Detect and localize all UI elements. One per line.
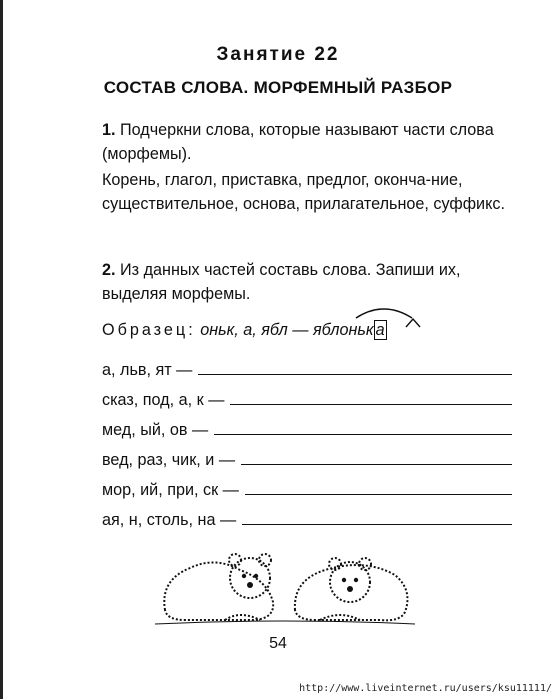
task1-instruction	[102, 118, 522, 166]
page-edge	[0, 0, 3, 699]
task2-number: 2.	[102, 261, 116, 279]
suffix-mark	[405, 318, 421, 328]
sample-parts: оньк, а, ябл —	[200, 321, 309, 339]
answer-row	[102, 476, 512, 500]
bear-cubs-illustration	[155, 540, 415, 630]
row-parts: мед, ый, ов —	[102, 421, 209, 439]
task1-word-list: Корень, глагол, приставка, предлог, оконча-ние, существительное, основа, прилагательное, суффикс.	[102, 171, 505, 213]
answer-line[interactable]	[214, 434, 512, 435]
page-title: СОСТАВ СЛОВА. МОРФЕМНЫЙ РАЗБОР	[103, 78, 453, 97]
task1-number: 1.	[102, 121, 116, 139]
page-number: 54	[269, 635, 287, 652]
row-parts: вед, раз, чик, и —	[102, 451, 236, 469]
answer-line[interactable]	[198, 374, 512, 375]
answer-row	[102, 386, 512, 410]
sample-line	[102, 321, 387, 340]
answer-row	[102, 356, 512, 380]
answer-line[interactable]	[241, 464, 512, 465]
task1-text: Подчеркни слова, которые называют части слова (морфемы).	[102, 121, 494, 163]
sample-ending: а	[375, 321, 385, 339]
lesson-heading: Занятие 22	[216, 44, 340, 65]
task2-text: Из данных частей составь слова. Запиши их, выделяя морфемы.	[102, 261, 461, 303]
row-parts: мор, ий, при, ск —	[102, 481, 239, 499]
answer-row	[102, 416, 512, 440]
sample-label: Образец:	[102, 321, 196, 339]
answer-row	[102, 446, 512, 470]
answer-line[interactable]	[242, 524, 512, 525]
row-parts: сказ, под, а, к —	[102, 391, 225, 409]
answer-line[interactable]	[245, 494, 512, 495]
row-parts: а, льв, ят —	[102, 361, 193, 379]
source-watermark: http://www.liveinternet.ru/users/ksu11111/	[299, 683, 552, 694]
row-parts: ая, н, столь, на —	[102, 511, 237, 529]
task2-instruction	[102, 258, 522, 306]
answer-line[interactable]	[230, 404, 512, 405]
answer-row	[102, 506, 512, 530]
sample-word-stem: яблоньк	[312, 321, 374, 339]
